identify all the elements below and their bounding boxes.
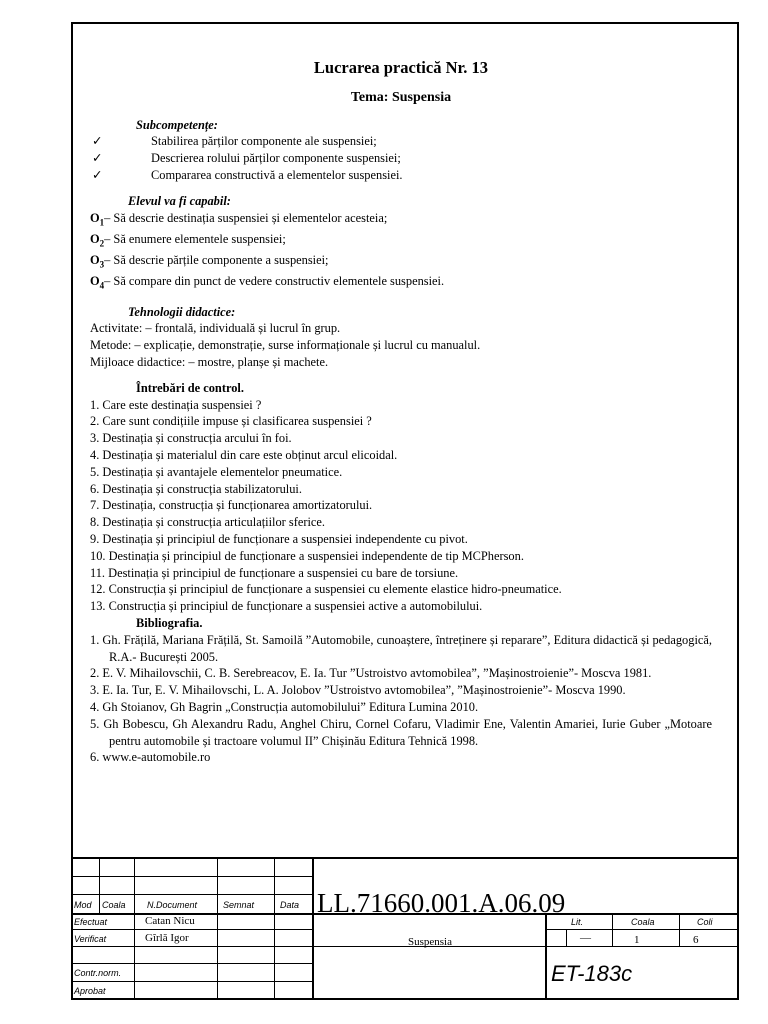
- coli-value: 6: [693, 934, 699, 946]
- col-data: Data: [280, 900, 300, 910]
- bibliography-item: 5. Gh Bobescu, Gh Alexandru Radu, Anghel Chiru, Cornel Cofaru, Vladimir Ene, Valentin Amariei, Iurie Guber „Motoare pentru automobile și tractoare volumul II” Chișinău Editura Tehnică 1998.: [90, 716, 712, 748]
- title-block: [71, 857, 739, 1000]
- lit-value: —: [580, 932, 591, 944]
- row-verificat-name: Gîrlă Igor: [145, 932, 189, 944]
- objective-label: [90, 231, 105, 249]
- competence-text: Descrierea rolului părților componente suspensiei;: [151, 151, 401, 166]
- document-body: [90, 60, 712, 766]
- objective-letter: O: [90, 210, 100, 225]
- bibliography-item: 6. www.e-automobile.ro: [90, 750, 211, 765]
- bibliography-item: 1. Gh. Frățilă, Mariana Frățilă, St. Samoilă ”Automobile, cunoaștere, întreținere și reparare”, Editura didactică și pedagogică, R.A.- București 2005.: [90, 632, 712, 664]
- tech-list: [90, 320, 712, 370]
- objective-item: [90, 252, 712, 273]
- col-mod: Mod: [74, 900, 92, 910]
- check-icon: ✓: [92, 151, 103, 166]
- objective-item: [90, 273, 712, 294]
- objective-letter: O: [90, 274, 100, 289]
- objective-item: [90, 210, 712, 231]
- objectives-heading: Elevul va fi capabil:: [128, 193, 231, 208]
- coala-value: 1: [634, 934, 640, 946]
- coala-label: Coala: [631, 917, 655, 927]
- tech-line: Metode: – explicație, demonstrație, surse informaționale și lucrul cu manualul.: [90, 338, 481, 353]
- objective-letter: O: [90, 231, 100, 246]
- objective-text: – Să descrie părțile componente a suspensiei;: [104, 253, 329, 268]
- competence-item: [90, 167, 712, 184]
- objective-number: 2: [99, 238, 105, 249]
- group-code: ET-183c: [551, 961, 633, 986]
- objective-text: – Să enumere elementele suspensiei;: [104, 231, 286, 246]
- check-icon: ✓: [92, 134, 103, 149]
- question-item: 9. Destinația și principiul de funcționare a suspensiei independente cu pivot.: [90, 532, 468, 546]
- competence-text: Compararea constructivă a elementelor suspensiei.: [151, 167, 403, 182]
- bibliography-item: 4. Gh Stoianov, Gh Bagrin „Construcția automobilului” Editura Lumina 2010.: [90, 699, 479, 714]
- competence-text: Stabilirea părților componente ale suspensiei;: [151, 134, 377, 149]
- document-title: Lucrarea practică Nr. 13: [313, 58, 489, 77]
- question-item: 11. Destinația și principiul de funcționare a suspensiei cu bare de torsiune.: [90, 565, 459, 580]
- document-subtitle: Tema: Suspensia: [350, 89, 452, 105]
- objective-number: 4: [99, 280, 105, 291]
- objective-text: – Să compare din punct de vedere constructiv elementele suspensiei.: [104, 274, 445, 289]
- question-item: 3. Destinația și construcția arcului în foi.: [90, 431, 292, 446]
- bibliography-item: 3. E. Ia. Tur, E. V. Mihailovschi, L. A. Jolobov ”Ustroistvo avtomobilea”, ”Mașinostroienie”- Moscva 1990.: [90, 683, 626, 698]
- row-verificat-label: Verificat: [74, 934, 107, 944]
- objective-letter: O: [90, 253, 100, 268]
- questions-list: [90, 397, 712, 615]
- col-semnat: Semnat: [223, 900, 255, 910]
- tech-line: Activitate: – frontală, individuală și lucrul în grup.: [90, 321, 341, 336]
- document-code: LL.71660.001.A.06.09: [317, 888, 566, 918]
- bibliography-item: 2. E. V. Mihailovschii, C. B. Serebreacov, E. Ia. Tur ”Ustroistvo avtomobilea”, ”Mașinostroienie”- Moscva 1981.: [90, 666, 652, 681]
- objective-text: – Să descrie destinația suspensiei și elementelor acesteia;: [104, 210, 388, 225]
- bibliography-list: [90, 632, 712, 766]
- competence-item: [90, 150, 712, 167]
- questions-heading: Întrebări de control.: [136, 380, 244, 395]
- tech-line: Mijloace didactice: – mostre, planșe și machete.: [90, 355, 329, 370]
- col-n-document: N.Document: [147, 900, 198, 910]
- question-item: 10. Destinația și principiul de funcționare a suspensiei independente de tip MCPherson.: [90, 548, 524, 563]
- bibliography-heading: Bibliografia.: [136, 615, 203, 630]
- row-efectuat-name: Catan Nicu: [145, 915, 195, 927]
- row-efectuat-label: Efectuat: [74, 917, 108, 927]
- tech-heading: Tehnologii didactice:: [128, 304, 236, 319]
- col-coala: Coala: [102, 900, 126, 910]
- question-item: 6. Destinația și construcția stabilizatorului.: [90, 481, 302, 496]
- objectives-list: [90, 210, 712, 295]
- objective-label: [90, 210, 105, 228]
- row-aprobat-label: Aprobat: [74, 986, 106, 996]
- question-item: 12. Construcția și principiul de funcționare a suspensiei cu elemente elastice hidro-pneumatice.: [90, 582, 562, 597]
- competences-heading: Subcompetențe:: [136, 117, 218, 132]
- competence-item: [90, 133, 712, 150]
- question-item: 7. Destinația, construcția și funcționarea amortizatorului.: [90, 498, 373, 513]
- row-contr-norm-label: Contr.norm.: [74, 968, 122, 978]
- competences-list: [90, 133, 712, 183]
- objective-number: 1: [99, 217, 105, 228]
- objective-label: [90, 253, 105, 270]
- question-item: 1. Care este destinația suspensiei ?: [90, 397, 262, 412]
- objective-number: 3: [99, 259, 105, 270]
- objective-label: [90, 274, 105, 291]
- objective-item: [90, 231, 712, 252]
- check-icon: ✓: [92, 167, 103, 182]
- question-item: 2. Care sunt condițiile impuse și clasificarea suspensiei ?: [90, 414, 372, 429]
- question-item: 8. Destinația și construcția articulațiilor sferice.: [90, 515, 325, 530]
- question-item: 5. Destinația și avantajele elementelor pneumatice.: [90, 464, 343, 479]
- question-item: 4. Destinația și materialul din care este obținut arcul elicoidal.: [90, 448, 398, 463]
- coli-label: Coli: [697, 917, 713, 927]
- lit-label: Lit.: [571, 917, 584, 927]
- document-name: Suspensia: [408, 936, 452, 948]
- question-item: 13. Construcția și principiul de funcționare a suspensiei active a automobilului.: [90, 599, 483, 614]
